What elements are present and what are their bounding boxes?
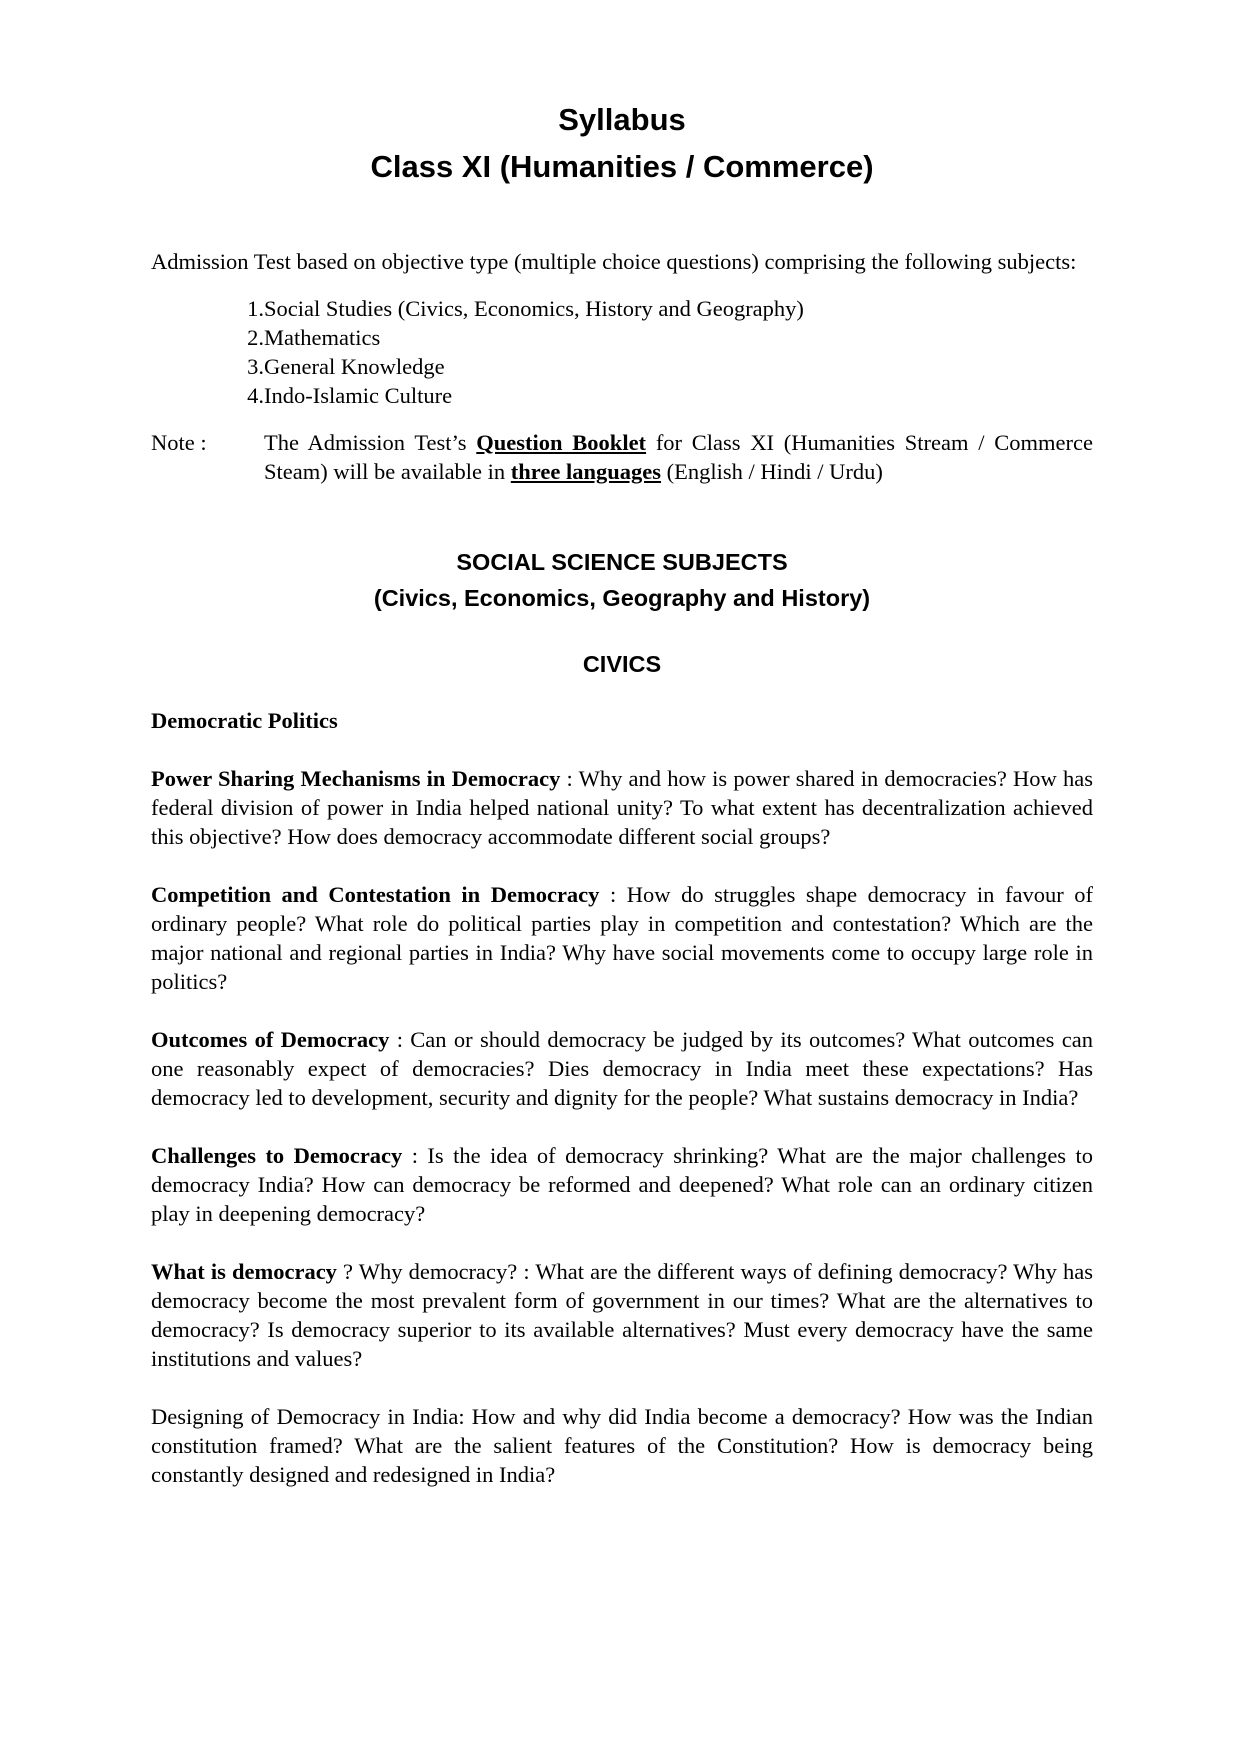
paragraph-what-is-democracy <box>151 1257 1093 1373</box>
section-subheading: (Civics, Economics, Geography and History) <box>373 585 871 611</box>
list-number: 4. <box>247 383 264 408</box>
section-heading-block <box>151 544 1093 616</box>
paragraph-term: Power Sharing Mechanisms in Democracy <box>151 766 561 791</box>
section-heading: SOCIAL SCIENCE SUBJECTS <box>456 549 788 575</box>
note-text-part: for Class XI (Humanities Stream / Commerce Steam) will be available in <box>264 430 1093 484</box>
paragraph-term: Outcomes of Democracy <box>151 1027 390 1052</box>
paragraph-term: Competition and Contestation in Democracy <box>151 882 600 907</box>
note-emphasis-three-languages: three languages <box>510 459 662 484</box>
list-item <box>151 381 1093 410</box>
note-block <box>151 428 1093 486</box>
paragraph-challenges <box>151 1141 1093 1228</box>
note-text-part: The Admission Test’s <box>264 430 477 455</box>
paragraph-power-sharing <box>151 764 1093 851</box>
note-label: Note : <box>151 430 207 455</box>
paragraph-text: : Why and how is power shared in democracies? How has federal division of power in India helped national unity? To what extent has decentralization achieved this objective? How does democracy accommodate different social groups? <box>151 766 1093 849</box>
title-block <box>151 96 1093 190</box>
document-body <box>151 247 1093 1518</box>
paragraph-designing-democracy <box>151 1402 1093 1489</box>
list-text: Mathematics <box>264 325 381 350</box>
note-text-part: (English / Hindi / Urdu) <box>661 459 883 484</box>
paragraph-text: : Is the idea of democracy shrinking? What are the major challenges to democracy India? How can democracy be reformed and deepened? What role can an ordinary citizen play in deepening democracy? <box>151 1143 1093 1226</box>
democratic-politics-heading: Democratic Politics <box>151 708 338 733</box>
list-text: General Knowledge <box>264 354 445 379</box>
paragraph-text: : Can or should democracy be judged by its outcomes? What outcomes can one reasonably expect of democracies? Dies democracy in India meet these expectations? Has democracy led to development, security and dignity for the people? What sustains democracy in India? <box>151 1027 1093 1110</box>
paragraph-text: ? Why democracy? : What are the different ways of defining democracy? Why has democracy become the most prevalent form of government in our times? What are the alternatives to democracy? Is democracy superior to its available alternatives? Must every democracy have the same institutions and values? <box>151 1259 1093 1371</box>
list-text: Indo-Islamic Culture <box>264 383 453 408</box>
paragraph-outcomes <box>151 1025 1093 1112</box>
paragraph-text: : How do struggles shape democracy in favour of ordinary people? What role do political parties play in competition and contestation? Which are the major national and regional parties in India? Why have social movements come to occupy large role in politics? <box>151 882 1093 994</box>
list-item <box>151 294 1093 323</box>
list-item <box>151 323 1093 352</box>
paragraph-competition <box>151 880 1093 996</box>
list-item <box>151 352 1093 381</box>
paragraph-text: Designing of Democracy in India: How and why did India become a democracy? How was the Indian constitution framed? What are the salient features of the Constitution? How is democracy being constantly designed and redesigned in India? <box>151 1404 1093 1487</box>
subject-list <box>151 294 1093 410</box>
list-number: 2. <box>247 325 264 350</box>
note-emphasis-question-booklet: Question Booklet <box>476 430 647 455</box>
civics-heading: CIVICS <box>582 651 662 677</box>
list-number: 1. <box>247 296 264 321</box>
title-line-2: Class XI (Humanities / Commerce) <box>370 149 874 184</box>
paragraph-term: What is democracy <box>151 1259 337 1284</box>
note-text <box>264 428 1093 486</box>
title-line-1: Syllabus <box>558 102 686 137</box>
intro-paragraph: Admission Test based on objective type (multiple choice questions) comprising the following subjects: <box>151 249 1077 274</box>
paragraph-term: Challenges to Democracy <box>151 1143 403 1168</box>
list-text: Social Studies (Civics, Economics, History and Geography) <box>264 296 804 321</box>
list-number: 3. <box>247 354 264 379</box>
